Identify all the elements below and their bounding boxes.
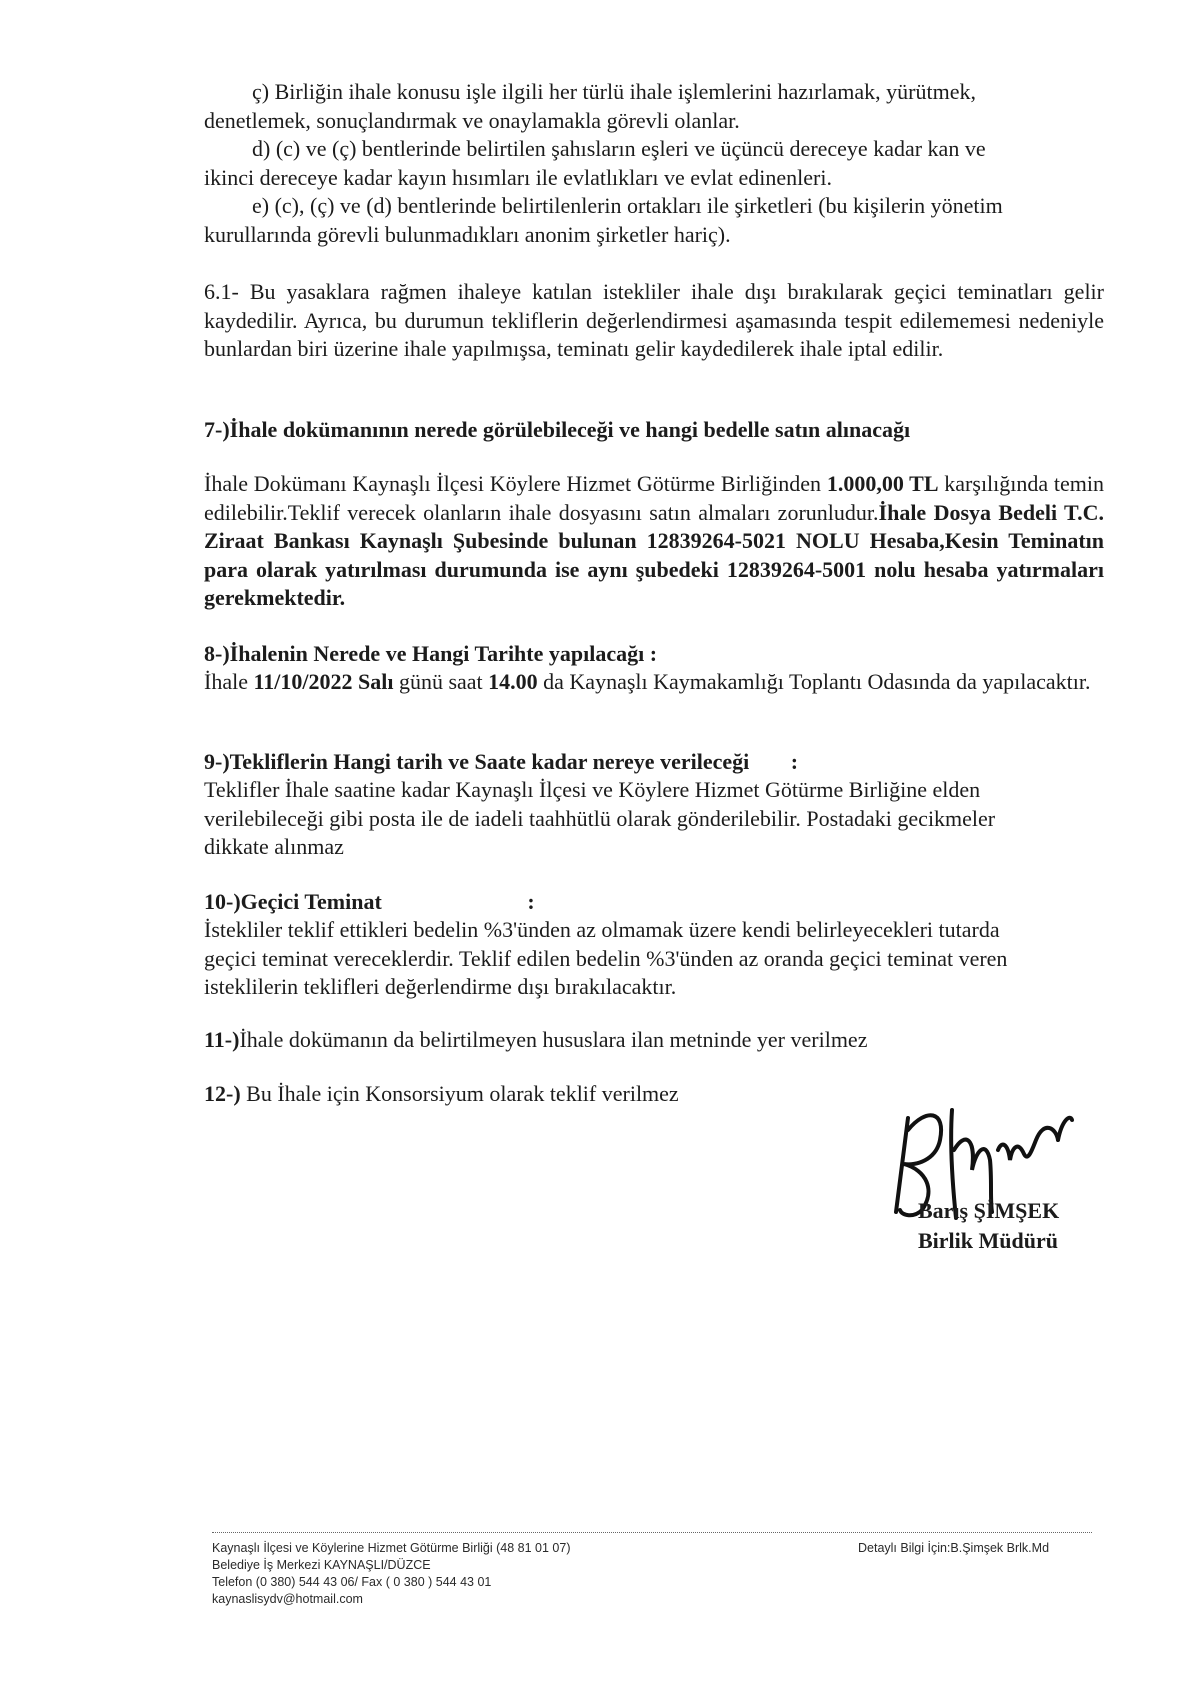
- tender-date: 11/10/2022 Salı: [253, 669, 394, 694]
- section-11-number: 11-): [204, 1027, 240, 1052]
- section-9-line2: verilebileceği gibi posta ile de iadeli taahhütlü olarak gönderilebilir. Postadaki gecikmeler: [204, 805, 996, 831]
- footer-line3: Telefon (0 380) 544 43 06/ Fax ( 0 380 ) 544 43 01: [212, 1575, 492, 1589]
- section-8: [204, 640, 1104, 697]
- section-8-colon: :: [649, 641, 658, 666]
- item-d-line1: d) (c) ve (ç) bentlerinde belirtilen şahısların eşleri ve üçüncü dereceye kadar kan ve: [252, 136, 986, 161]
- section-12-text: Bu İhale için Konsorsiyum olarak teklif verilmez: [246, 1081, 679, 1106]
- section-7-bank-info: İhale Dosya Bedeli T.C. Ziraat Bankası Kaynaşlı Şubesinde bulunan 12839264-5021 NOLU Hesaba,Kesin Teminatın para olarak yatırılması durumunda ise aynı şubedeki 12839264-5001 nolu hesaba yatırmaları gerekmektedir.: [204, 499, 1104, 610]
- footer-divider: [212, 1532, 1092, 1533]
- document-fee-amount: 1.000,00 TL: [826, 471, 939, 496]
- section-8-text-1: İhale: [204, 669, 248, 694]
- section-10-line3: isteklilerin teklifleri değerlendirme dışı bırakılacaktır.: [204, 974, 677, 999]
- footer-contact: [212, 1540, 570, 1608]
- item-e-line1: e) (c), (ç) ve (d) bentlerinde belirtilenlerin ortakları ile şirketleri (bu kişilerin yönetim: [252, 193, 1003, 218]
- tender-time: 14.00: [488, 669, 538, 694]
- section-10-heading: 10-)Geçici Teminat: [204, 889, 382, 914]
- item-c-cedilla-line2: denetlemek, sonuçlandırmak ve onaylamakla görevli olanlar.: [204, 107, 740, 133]
- section-9: [204, 748, 1104, 862]
- section-8-text-2: günü saat: [398, 669, 483, 694]
- section-6-1-paragraph: 6.1- Bu yasaklara rağmen ihaleye katılan istekliler ihale dışı bırakılarak geçici teminatları gelir kaydedilir. Ayrıca, bu durumun tekliflerin değerlendirmesi aşamasında tespit edilememesi nedeniyle bunlardan biri üzerine ihale yapılmışsa, teminatı gelir kaydedilerek ihale iptal edilir.: [204, 279, 1104, 361]
- section-9-heading: 9-)Tekliflerin Hangi tarih ve Saate kadar nereye verileceği: [204, 749, 750, 774]
- section-12-number: 12-): [204, 1081, 241, 1106]
- section-7-body: [204, 470, 1104, 613]
- section-11-text: İhale dokümanın da belirtilmeyen hususlara ilan metninde yer verilmez: [239, 1027, 868, 1052]
- footer-detail-info: Detaylı Bilgi İçin:B.Şimşek Brlk.Md: [858, 1541, 1050, 1555]
- signatory-name: Barış ŞİMŞEK: [918, 1198, 1060, 1223]
- section-7-heading: 7-)İhale dokümanının nerede görülebileceği ve hangi bedelle satın alınacağı: [204, 417, 911, 442]
- section-10-line2: geçici teminat vereceklerdir. Teklif edilen bedelin %3'ünden az oranda geçici teminat veren: [204, 945, 1008, 971]
- section-10-colon: :: [527, 889, 535, 914]
- section-9-line3: dikkate alınmaz: [204, 834, 344, 859]
- section-7-text-1: İhale Dokümanı Kaynaşlı İlçesi Köylere Hizmet Götürme Birliğinden: [204, 471, 822, 496]
- section-9-colon: :: [790, 749, 799, 774]
- signatory-block: [918, 1196, 1059, 1256]
- section-8-heading: 8-)İhalenin Nerede ve Hangi Tarihte yapılacağı: [204, 641, 645, 666]
- footer-line1: Kaynaşlı İlçesi ve Köylerine Hizmet Götürme Birliği (48 81 01 07): [212, 1541, 571, 1555]
- section-11: [204, 1026, 1104, 1055]
- section-9-line1: Teklifler İhale saatine kadar Kaynaşlı İlçesi ve Köylere Hizmet Götürme Birliğine elden: [204, 777, 981, 802]
- footer-email[interactable]: kaynaslisydv@hotmail.com: [212, 1592, 363, 1606]
- item-e-line2: kurullarında görevli bulunmadıkları anonim şirketler hariç).: [204, 221, 731, 247]
- signatory-title: Birlik Müdürü: [918, 1228, 1058, 1253]
- item-d-line2: ikinci dereceye kadar kayın hısımları ile evlatlıkları ve evlat edinenleri.: [204, 164, 832, 190]
- section-8-text-3: da Kaynaşlı Kaymakamlığı Toplantı Odasında da yapılacaktır.: [543, 669, 1091, 694]
- section-10-line1: İstekliler teklif ettikleri bedelin %3'ünden az olmamak üzere kendi belirleyecekleri tutarda: [204, 917, 1000, 942]
- item-c-cedilla-line1: ç) Birliğin ihale konusu işle ilgili her türlü ihale işlemlerini hazırlamak, yürütmek,: [252, 79, 976, 104]
- ineligible-persons-list: [204, 78, 1104, 249]
- footer-line2: Belediye İş Merkezi KAYNAŞLI/DÜZCE: [212, 1558, 431, 1572]
- section-7-text-2: karşılığında temin edilebilir.Teklif verecek olanların ihale dosyasını satın almaları zorunludur.: [204, 471, 1105, 525]
- section-10: [204, 888, 1104, 1002]
